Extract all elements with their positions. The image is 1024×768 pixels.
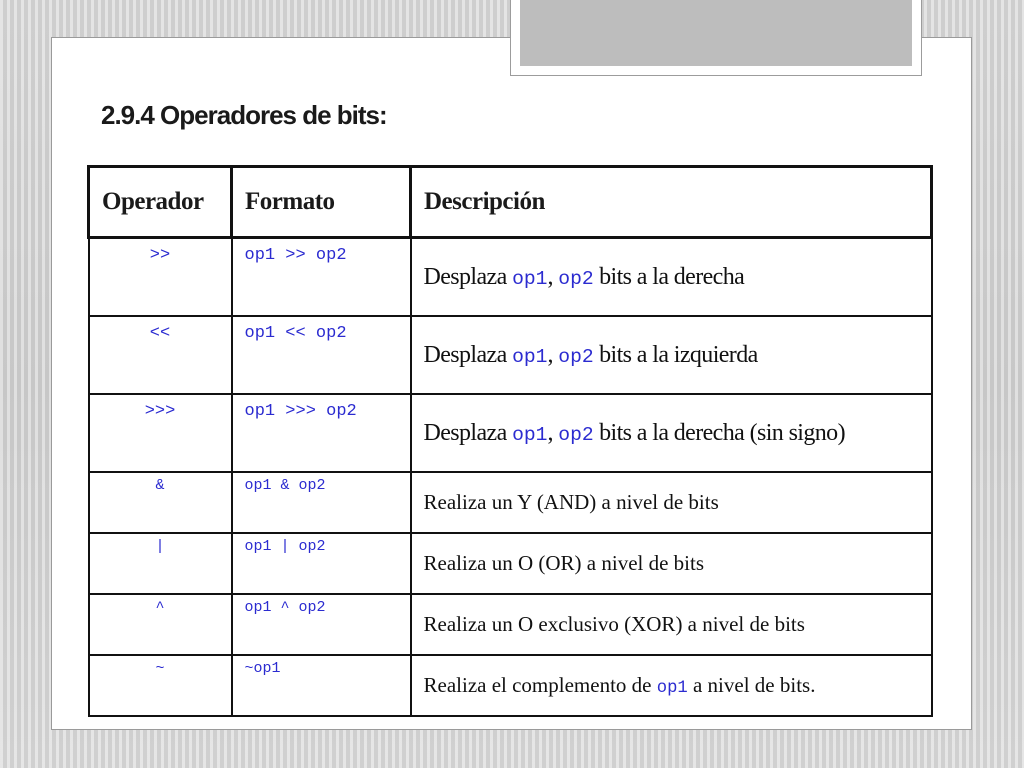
header-descripcion: Descripción bbox=[411, 167, 932, 238]
desc-code: op1 bbox=[656, 679, 688, 698]
desc-code: op2 bbox=[558, 345, 594, 368]
format-cell: op1 ^ op2 bbox=[232, 594, 411, 655]
desc-text: Desplaza bbox=[423, 419, 513, 446]
description-cell bbox=[411, 238, 932, 317]
table-header-row bbox=[89, 167, 932, 238]
desc-text: Desplaza bbox=[423, 263, 513, 290]
table-row bbox=[89, 472, 932, 533]
desc-code: op1 bbox=[512, 267, 548, 290]
desc-code: op1 bbox=[512, 345, 548, 368]
header-tab-decoration bbox=[510, 0, 922, 76]
table-row bbox=[89, 533, 932, 594]
operator-cell: << bbox=[89, 316, 232, 394]
operator-cell: | bbox=[89, 533, 232, 594]
header-formato: Formato bbox=[232, 167, 411, 238]
description-cell bbox=[411, 394, 932, 472]
desc-text: a nivel de bits. bbox=[687, 673, 816, 697]
desc-text: bits a la izquierda bbox=[593, 341, 758, 368]
desc-code: op2 bbox=[558, 423, 594, 446]
table-row bbox=[89, 594, 932, 655]
header-operador: Operador bbox=[89, 167, 232, 238]
desc-text: bits a la derecha bbox=[593, 263, 745, 290]
desc-text: bits a la derecha (sin signo) bbox=[593, 419, 845, 446]
desc-text: Realiza el complemento de bbox=[423, 673, 657, 697]
format-cell: op1 >> op2 bbox=[232, 238, 411, 317]
operator-cell: ~ bbox=[89, 655, 232, 716]
desc-text: Desplaza bbox=[423, 341, 513, 368]
operator-cell: & bbox=[89, 472, 232, 533]
header-tab-fill bbox=[520, 0, 912, 66]
description-cell: Realiza un O exclusivo (XOR) a nivel de bits bbox=[411, 594, 932, 655]
desc-text: , bbox=[547, 263, 559, 290]
table-row bbox=[89, 394, 932, 472]
format-cell: op1 << op2 bbox=[232, 316, 411, 394]
table-row bbox=[89, 238, 932, 317]
slide-title: 2.9.4 Operadores de bits: bbox=[101, 100, 387, 130]
desc-code: op1 bbox=[512, 423, 548, 446]
format-cell: op1 & op2 bbox=[232, 472, 411, 533]
bit-operators-table bbox=[87, 165, 933, 717]
table-row bbox=[89, 316, 932, 394]
description-cell: Realiza un Y (AND) a nivel de bits bbox=[411, 472, 932, 533]
operator-cell: >>> bbox=[89, 394, 232, 472]
operator-cell: ^ bbox=[89, 594, 232, 655]
format-cell: ~op1 bbox=[232, 655, 411, 716]
desc-text: , bbox=[547, 419, 559, 446]
desc-text: , bbox=[547, 341, 559, 368]
table-row bbox=[89, 655, 932, 716]
description-cell: Realiza un O (OR) a nivel de bits bbox=[411, 533, 932, 594]
desc-code: op2 bbox=[558, 267, 594, 290]
format-cell: op1 >>> op2 bbox=[232, 394, 411, 472]
description-cell bbox=[411, 316, 932, 394]
operator-cell: >> bbox=[89, 238, 232, 317]
description-cell bbox=[411, 655, 932, 716]
format-cell: op1 | op2 bbox=[232, 533, 411, 594]
